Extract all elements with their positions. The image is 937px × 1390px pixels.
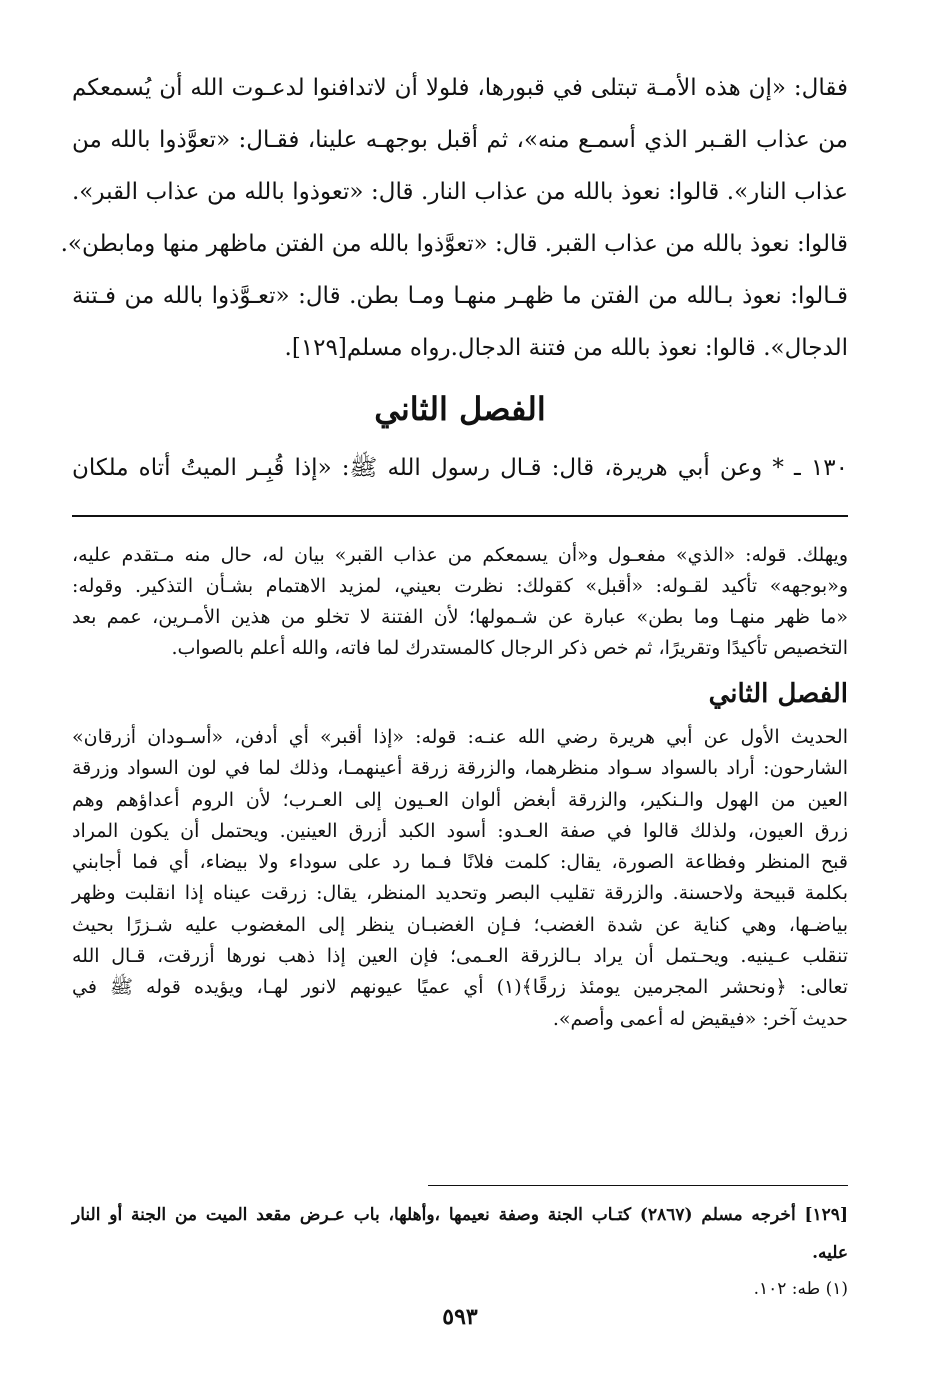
commentary-body xyxy=(72,722,848,1035)
commentary-line: بكلمة قبيحة ولاحسنة. والزرقة تقليب البصر وتحديد المنظر، يقال: زرقت عيناه إذا انقلبت وظهر xyxy=(72,882,848,905)
commentary-line: ويهلك. قوله: «الذي» مفعـول و«أن يسمعكم من عذاب القبر» بيان له، حال منه مـتقدم عليه، xyxy=(72,544,848,566)
footnotes xyxy=(72,1196,848,1306)
commentary-line: التخصيص تأكيدًا وتقريرًا، ثم خص ذكر الرجال كالمستدرك لما فاته، والله أعلم بالصواب. xyxy=(171,637,848,659)
main-divider xyxy=(72,515,848,517)
commentary-line: بياضـها، وهي كناية عن شدة الغضب؛ فـإن الغضبـان ينظر إلى المغضوب عليه شـزرًا بحيث xyxy=(72,913,848,936)
section-title: الفصل الثاني xyxy=(374,390,546,428)
commentary-line: تنقلب عـينيه. ويحـتمل أن يراد بـالزرقة العـمى؛ فإن العين إذا ذهب نورها أزرقت، قـال الله xyxy=(72,945,848,968)
hadith-line: الدجال». قالوا: نعوذ بالله من فتنة الدجال.رواه مسلم[١٢٩]. xyxy=(284,335,848,361)
hadith-130 xyxy=(72,442,848,494)
commentary-line: الحديث الأول عن أبي هريرة رضي الله عنـه: قوله: «إذا أقبر» أي أدفن، «أسـودان أزرقان» xyxy=(72,726,848,748)
commentary-line: قبح المنظر وفظاعة الصورة، يقال: كلمت فلانًا فـما رد على سوداء ولا بيضاء، أي فما أجابني xyxy=(72,851,848,874)
hadith-line: من عذاب القـبر الذي أسمـع منه»، ثم أقبل بوجهـه علينا، فقـال: «تعوَّذوا بالله من xyxy=(72,127,848,153)
commentary-line: «ما ظهر منهـا وما بطن» عبارة عن شـمولها؛ لأن الفتنة لا تخلو من هذين الأمـرين، عمم بعد xyxy=(72,606,848,628)
commentary-section-title: الفصل الثاني xyxy=(708,679,848,709)
commentary xyxy=(72,540,848,1035)
page-number: ٥٩٣ xyxy=(442,1304,478,1330)
footnote-line: عليه. xyxy=(812,1243,848,1263)
commentary-line: الشارحون: أراد بالسواد سـواد منظرهما، والزرقة زرقة أعينهمـا، وذلك لما في لون السواد وزرقة xyxy=(72,757,848,780)
book-page xyxy=(60,62,848,1330)
commentary-line: زرق العيون، ولذلك قالوا في صفة العـدو: أسود الكبد أزرق العينين. ويحتمل أن يكون المراد xyxy=(72,819,848,842)
commentary-line: تعالى: ﴿ونحشر المجرمين يومئذ زرقًا﴾(١) أي عميًا عيونهم لانور لهـا، ويؤيده قوله ﷺ في xyxy=(72,976,848,999)
hadith-line: عذاب النار». قالوا: نعوذ بالله من عذاب النار. قال: «تعوذوا بالله من عذاب القبر». xyxy=(72,179,848,205)
footnote-line: [١٢٩] أخرجه مسلم (٢٨٦٧) كتـاب الجنة وصفة نعيمها ،وأهلها، باب عـرض مقعد الميت من الجنة أو النار xyxy=(72,1205,848,1225)
hadith-130-line: ١٣٠ ـ * وعن أبي هريرة، قال: قـال رسول الله ﷺ: «إذا قُبِـر الميتُ أتاه ملكان xyxy=(72,455,848,481)
footnote-quran-reference: (١) طه: ١٠٢. xyxy=(753,1279,848,1299)
hadith-line: فقال: «إن هذه الأمـة تبتلى في قبورها، فلولا أن لاتدافنوا لدعـوت الله أن يُسمعكم xyxy=(72,75,848,101)
footnote-divider xyxy=(428,1185,848,1186)
commentary-line: حديث آخر: «فيقيض له أعمى وأصم». xyxy=(552,1007,848,1030)
hadith-line: قالوا: نعوذ بالله من عذاب القبر. قال: «تعوَّذوا بالله من الفتن ماظهر منها ومابطن». xyxy=(60,231,848,257)
commentary-line: العين من الهول والـنكير، والزرقة أبغض ألوان العـيون إلى العـرب؛ لأن الروم أعداؤهم وهم xyxy=(72,788,848,811)
hadith-line: قـالوا: نعوذ بـالله من الفتن ما ظهـر منهـا ومـا بطن. قال: «تعـوَّذوا بالله من فـتنة xyxy=(72,283,848,309)
hadith-text xyxy=(60,62,848,374)
commentary-line: و«بوجهه» تأكيد لقـوله: «أقبل» كقولك: نظرت بعيني، لمزيد الاهتمام بشـأن التذكير. وقوله: xyxy=(72,575,848,597)
